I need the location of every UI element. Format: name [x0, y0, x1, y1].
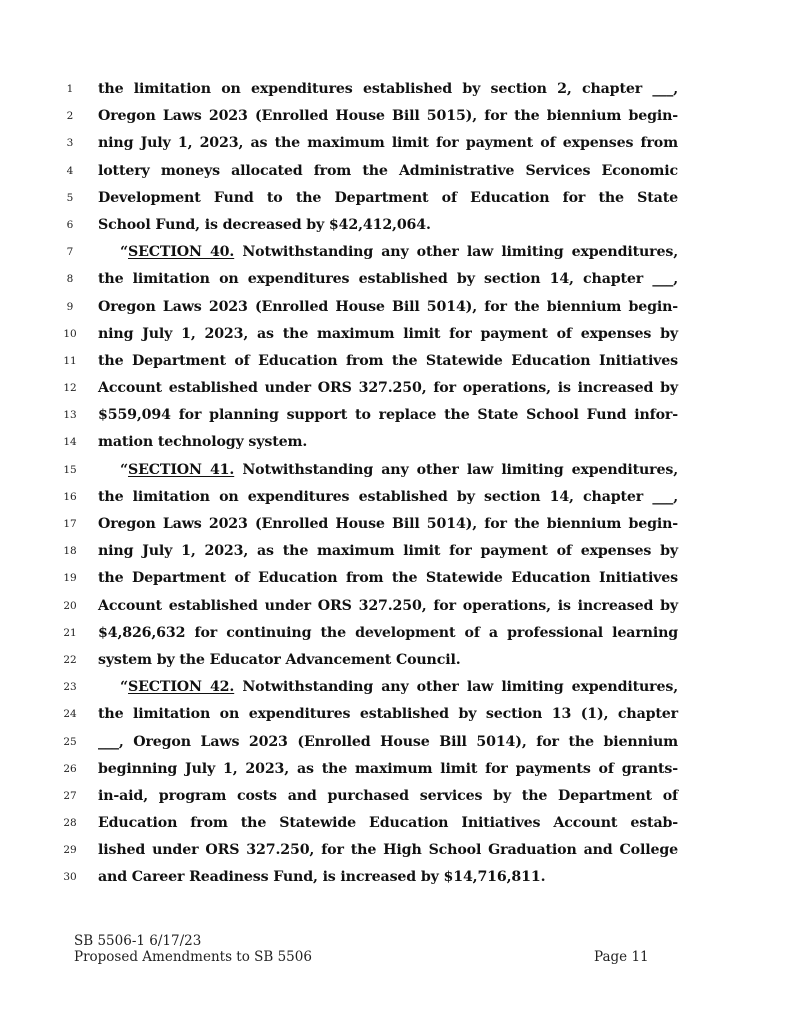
document-line [0, 647, 800, 674]
document-line [0, 375, 800, 402]
line-text: Notwithstanding any other law limiting expenditures, [234, 461, 678, 478]
line-number: 11 [63, 354, 77, 367]
footer-doc-id: SB 5506-1 6/17/23 [74, 933, 202, 949]
line-text: $559,094 for planning support to replace the State School Fund infor- [98, 407, 678, 424]
open-quote: “ [120, 244, 129, 261]
document-line [0, 837, 800, 864]
line-text: ning July 1, 2023, as the maximum limit for payment of expenses by [98, 325, 678, 342]
open-quote: “ [120, 461, 129, 478]
section-42-label: SECTION 42. [128, 679, 235, 696]
footer-description: Proposed Amendments to SB 5506 [74, 949, 312, 965]
document-line [0, 266, 800, 293]
document-line [0, 429, 800, 456]
line-text: the limitation on expenditures established by section 14, chapter ___, [98, 271, 678, 288]
line-number: 23 [63, 681, 77, 694]
line-text: Oregon Laws 2023 (Enrolled House Bill 5014), for the biennium begin- [98, 298, 678, 315]
line-text: Account established under ORS 327.250, for operations, is increased by [98, 380, 678, 397]
line-text: ___, Oregon Laws 2023 (Enrolled House Bill 5014), for the biennium [98, 733, 678, 750]
footer-row-description [74, 949, 654, 965]
document-line [0, 212, 800, 239]
line-text: Account established under ORS 327.250, for operations, is increased by [98, 597, 678, 614]
document-line [0, 565, 800, 592]
line-text: Notwithstanding any other law limiting expenditures, [234, 244, 678, 261]
line-number: 24 [63, 708, 77, 721]
line-number: 15 [63, 463, 77, 476]
line-text: ning July 1, 2023, as the maximum limit for payment of expenses by [98, 543, 678, 560]
document-line [0, 729, 800, 756]
section-41-heading-line [120, 457, 678, 484]
line-text: $4,826,632 for continuing the development of a professional learning [98, 624, 678, 641]
line-number: 4 [66, 164, 74, 177]
line-text: Education from the Statewide Education Initiatives Account estab- [98, 815, 678, 832]
section-42-heading-line [120, 674, 678, 701]
line-number: 21 [63, 626, 77, 639]
line-number: 20 [63, 599, 77, 612]
document-line [0, 864, 800, 891]
document-line [0, 348, 800, 375]
line-number: 14 [63, 436, 77, 449]
line-text: the limitation on expenditures established by section 2, chapter ___, [98, 81, 678, 97]
line-text: system by the Educator Advancement Council. [98, 651, 461, 668]
document-line [0, 158, 800, 185]
line-text: Oregon Laws 2023 (Enrolled House Bill 5014), for the biennium begin- [98, 516, 678, 532]
document-line [0, 294, 800, 321]
footer-row-doc-id [74, 933, 654, 949]
line-number: 26 [63, 762, 77, 775]
line-number: 2 [66, 110, 74, 123]
document-line [0, 76, 800, 103]
document-line [0, 593, 800, 620]
document-line [0, 239, 800, 266]
line-number: 17 [63, 518, 77, 530]
document-line [0, 538, 800, 565]
line-text: mation technology system. [98, 434, 308, 451]
document-line [0, 810, 800, 837]
line-number: 6 [66, 218, 74, 231]
line-number: 10 [63, 327, 77, 340]
line-number: 29 [63, 844, 77, 857]
line-text: and Career Readiness Fund, is increased by $14,716,811. [98, 869, 546, 886]
page-footer [74, 933, 654, 965]
line-number: 30 [63, 871, 77, 884]
line-text: Development Fund to the Department of Education for the State [98, 189, 678, 206]
page-number: Page 11 [594, 949, 649, 965]
document-line [0, 701, 800, 728]
document-line [0, 103, 800, 130]
line-number: 25 [63, 735, 77, 748]
line-text: in-aid, program costs and purchased services by the Department of [98, 787, 678, 804]
line-number: 18 [63, 545, 77, 558]
document-line [0, 756, 800, 783]
open-quote: “ [120, 679, 129, 696]
line-number: 16 [63, 490, 77, 503]
line-number: 13 [63, 409, 77, 422]
line-number: 12 [63, 382, 77, 395]
line-number: 3 [66, 137, 74, 150]
section-41-label: SECTION 41. [128, 461, 235, 478]
line-text: ning July 1, 2023, as the maximum limit for payment of expenses from [98, 135, 678, 152]
line-text: School Fund, is decreased by $42,412,064. [98, 216, 431, 233]
document-line [0, 620, 800, 647]
line-text: Notwithstanding any other law limiting expenditures, [234, 679, 678, 696]
document-line [0, 321, 800, 348]
document-line [0, 402, 800, 429]
section-40-heading-line [120, 239, 678, 266]
document-line [0, 457, 800, 484]
line-number: 9 [66, 300, 74, 313]
document-line [0, 185, 800, 212]
document-line [0, 783, 800, 810]
line-text: Oregon Laws 2023 (Enrolled House Bill 5015), for the biennium begin- [98, 108, 678, 125]
line-text: the limitation on expenditures established by section 13 (1), chapter [98, 706, 678, 723]
line-text: lished under ORS 327.250, for the High School Graduation and College [98, 842, 678, 859]
section-40-label: SECTION 40. [128, 244, 235, 261]
document-line [0, 511, 800, 538]
document-line [0, 674, 800, 701]
document-line [0, 130, 800, 157]
line-text: the Department of Education from the Statewide Education Initiatives [98, 570, 678, 587]
line-text: beginning July 1, 2023, as the maximum limit for payments of grants- [98, 760, 678, 777]
line-text: lottery moneys allocated from the Administrative Services Economic [98, 162, 678, 179]
document-body [0, 76, 800, 892]
line-text: the limitation on expenditures established by section 14, chapter ___, [98, 488, 678, 505]
line-number: 22 [63, 653, 77, 666]
line-number: 27 [63, 789, 77, 802]
line-number: 5 [66, 191, 74, 204]
line-number: 28 [63, 817, 77, 830]
line-number: 7 [66, 246, 74, 259]
line-number: 8 [66, 273, 74, 286]
document-line [0, 484, 800, 511]
line-text: the Department of Education from the Statewide Education Initiatives [98, 352, 678, 369]
line-number: 19 [63, 572, 77, 585]
line-number: 1 [66, 83, 74, 95]
